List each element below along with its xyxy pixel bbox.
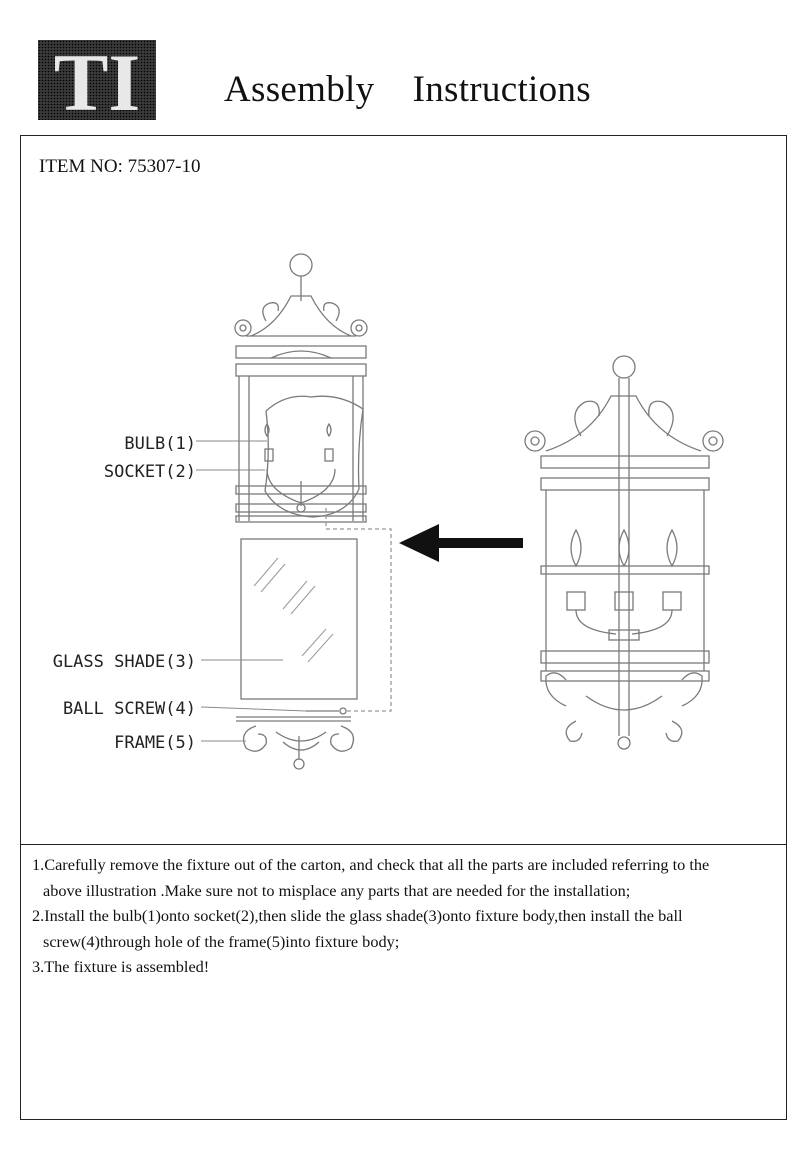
- step-item: [32, 903, 767, 954]
- label-ball-screw: BALL SCREW(4): [62, 699, 196, 719]
- assembled-fixture-drawing: [525, 356, 723, 749]
- glass-shade-drawing: [241, 539, 357, 699]
- page-title: Assembly Instructions: [224, 69, 591, 110]
- step-item: [32, 852, 767, 903]
- step-text: 2.Install the bulb(1)onto socket(2),then slide the glass shade(3)onto fixture body,then install the ball: [32, 906, 683, 925]
- instruction-panel: [20, 135, 787, 1120]
- step-item: [32, 954, 767, 980]
- frame-drawing: [236, 717, 353, 769]
- step-text: 3.The fixture is assembled!: [32, 957, 210, 976]
- step-text-continued: screw(4)through hole of the frame(5)into fixture body;: [43, 931, 400, 951]
- fixture-top-drawing: [235, 254, 367, 522]
- brand-logo: [38, 40, 156, 120]
- label-glass-shade: GLASS SHADE(3): [52, 652, 196, 672]
- label-socket: SOCKET(2): [103, 462, 196, 482]
- step-text-continued: above illustration .Make sure not to misplace any parts that are needed for the installation;: [43, 880, 631, 900]
- label-bulb: BULB(1): [124, 434, 196, 454]
- item-number: ITEM NO: 75307-10: [39, 156, 201, 177]
- direction-arrow: [399, 524, 523, 562]
- label-frame: FRAME(5): [114, 733, 196, 753]
- assembly-illustration: [21, 136, 786, 842]
- logo-text: TI: [53, 40, 141, 120]
- instruction-steps: [32, 852, 767, 980]
- step-text: 1.Carefully remove the fixture out of the carton, and check that all the parts are included referring to the: [32, 855, 710, 874]
- ball-screw-drawing: [306, 708, 346, 714]
- section-divider: [21, 844, 786, 845]
